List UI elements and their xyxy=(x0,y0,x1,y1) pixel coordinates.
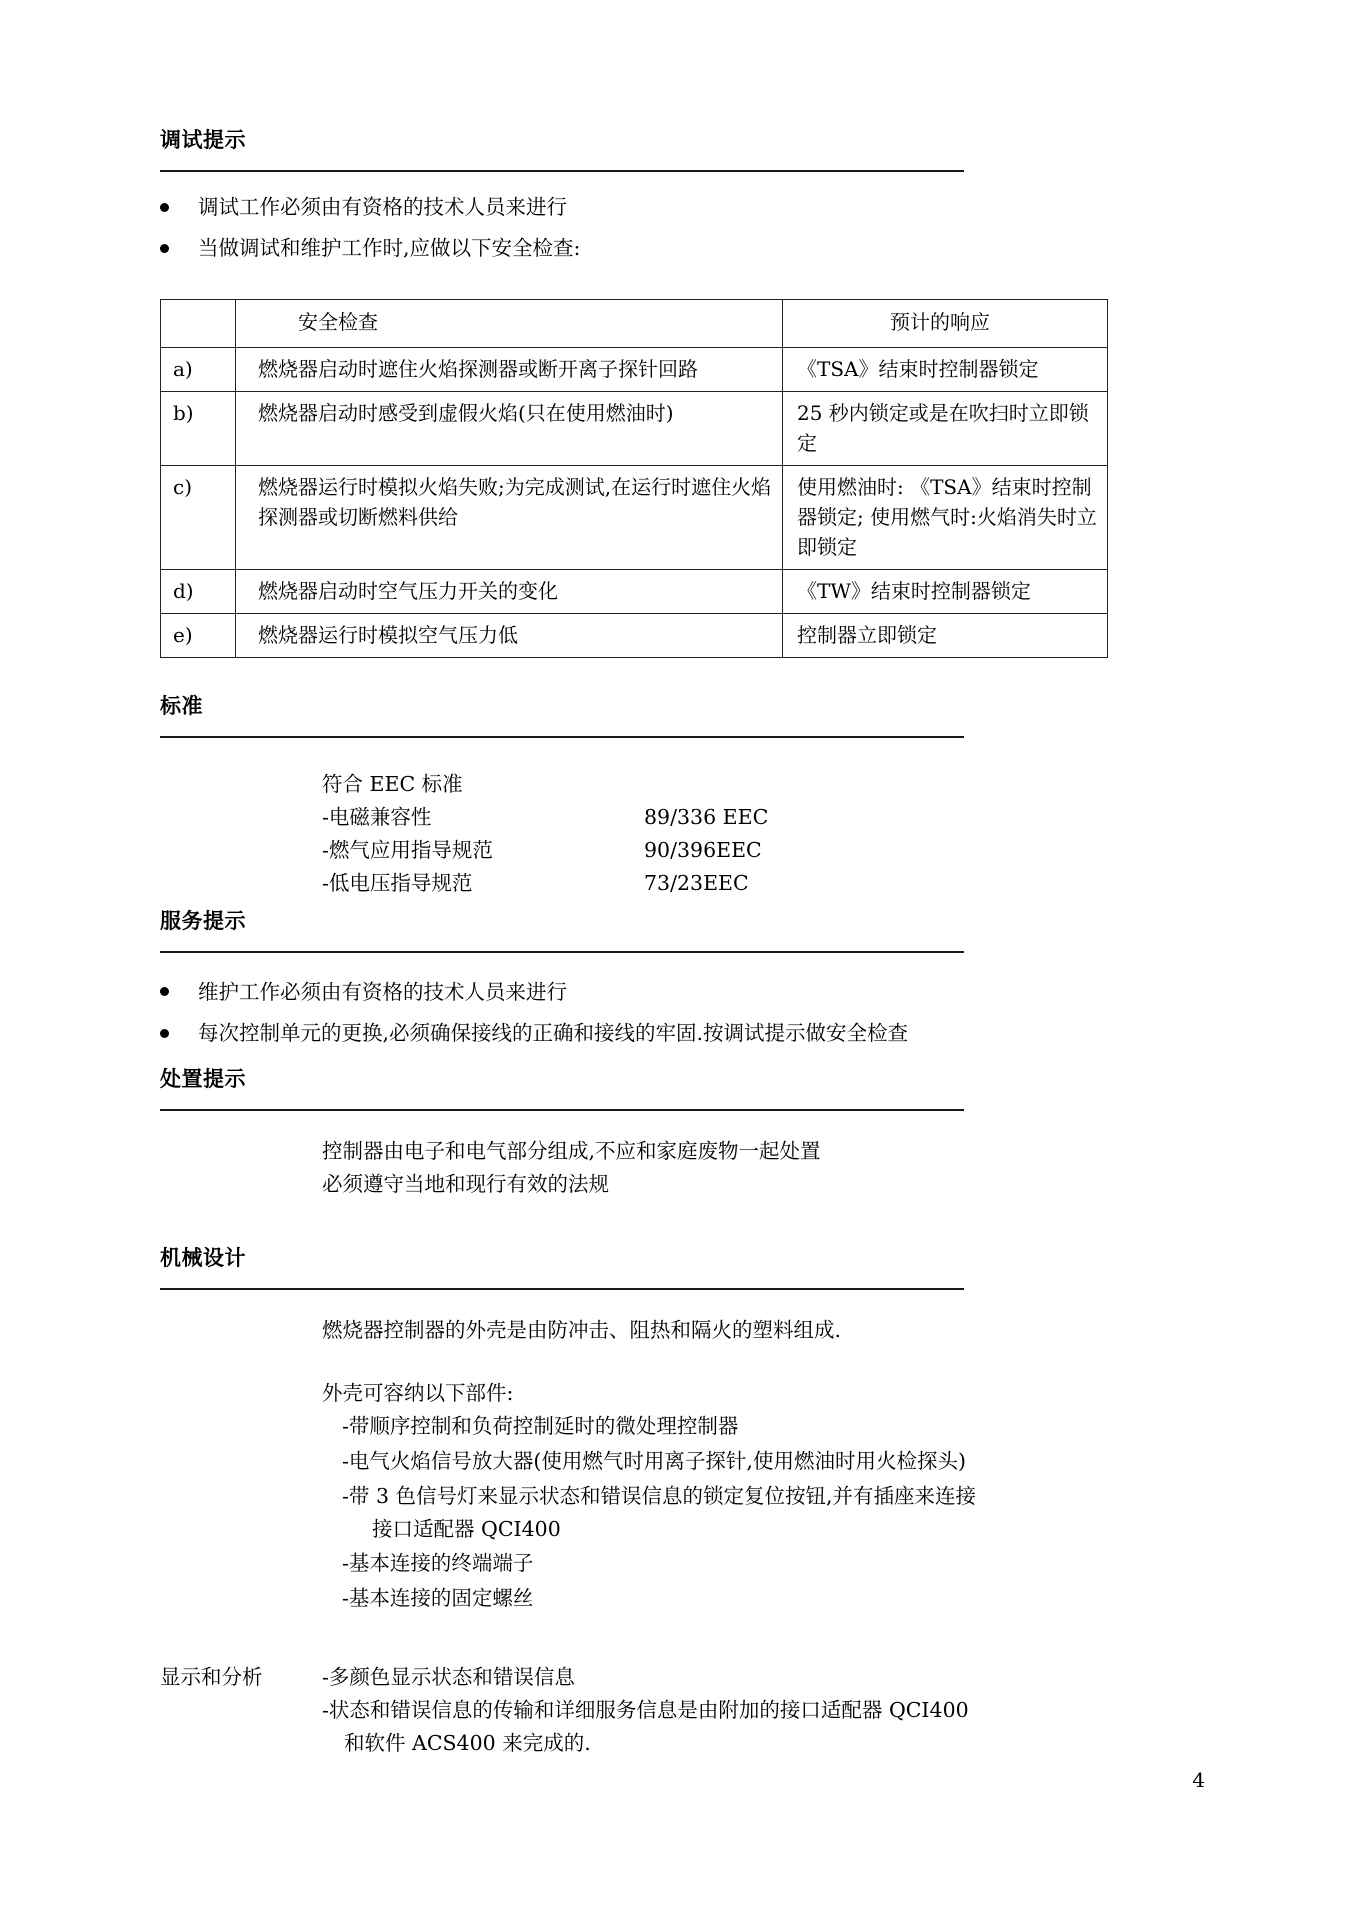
table-row xyxy=(161,347,1108,391)
row-check: 燃烧器运行时模拟火焰失败;为完成测试,在运行时遮住火焰探测器或切断燃料供给 xyxy=(236,465,783,569)
list-item-text: -带 3 色信号灯来显示状态和错误信息的锁定复位按钮,并有插座来连接 xyxy=(342,1483,977,1508)
list-item xyxy=(342,1480,1200,1546)
disposal-text xyxy=(322,1135,1200,1201)
list-item-continuation: 接口适配器 QCI400 xyxy=(372,1516,561,1541)
row-index: d) xyxy=(161,569,236,613)
safety-check-table xyxy=(160,299,1108,658)
table-row xyxy=(161,613,1108,657)
row-index: b) xyxy=(161,391,236,465)
standard-label: -低电压指导规范 xyxy=(322,871,473,896)
housing-parts-list xyxy=(342,1410,1200,1615)
heading-service: 服务提示 xyxy=(160,908,246,933)
display-analysis-body xyxy=(322,1661,1200,1761)
table-row xyxy=(161,569,1108,613)
header-index xyxy=(161,299,236,347)
disposal-line: 必须遵守当地和现行有效的法规 xyxy=(322,1172,609,1197)
standard-value: 90/396EEC xyxy=(644,838,762,863)
table-header-row xyxy=(161,299,1108,347)
list-item-text: 调试工作必须由有资格的技术人员来进行 xyxy=(198,195,567,220)
standard-label: -电磁兼容性 xyxy=(322,804,432,829)
bullet-dot-icon xyxy=(160,1029,169,1038)
row-response: 25 秒内锁定或是在吹扫时立即锁定 xyxy=(783,391,1108,465)
row-response: 使用燃油时: 《TSA》结束时控制器锁定; 使用燃气时:火焰消失时立即锁定 xyxy=(783,465,1108,569)
standard-item xyxy=(322,801,1200,834)
list-item-text: 每次控制单元的更换,必须确保接线的正确和接线的牢固.按调试提示做安全检查 xyxy=(198,1020,909,1045)
list-item xyxy=(342,1445,1200,1478)
bullet-dot-icon xyxy=(160,987,169,996)
row-response: 控制器立即锁定 xyxy=(783,613,1108,657)
list-item-text: -电气火焰信号放大器(使用燃气时用离子探针,使用燃油时用火检探头) xyxy=(342,1448,966,1473)
service-bullet-list xyxy=(160,977,1200,1049)
display-analysis-block xyxy=(160,1661,1200,1761)
display-line: 和软件 ACS400 来完成的. xyxy=(344,1731,591,1756)
row-response: 《TSA》结束时控制器锁定 xyxy=(783,347,1108,391)
standards-intro-row xyxy=(322,768,1200,801)
disposal-line: 控制器由电子和电气部分组成,不应和家庭废物一起处置 xyxy=(322,1139,821,1164)
commissioning-bullet-list xyxy=(160,192,1200,264)
page-content xyxy=(160,128,1200,1761)
row-check: 燃烧器启动时感受到虚假火焰(只在使用燃油时) xyxy=(236,391,783,465)
page-number: 4 xyxy=(1192,1768,1205,1792)
row-index: e) xyxy=(161,613,236,657)
list-item xyxy=(160,1018,1200,1049)
header-expected-response: 预计的响应 xyxy=(783,299,1108,347)
housing-lead: 外壳可容纳以下部件: xyxy=(322,1380,514,1405)
list-item xyxy=(342,1410,1200,1443)
row-index: a) xyxy=(161,347,236,391)
heading-mechanical: 机械设计 xyxy=(160,1245,246,1270)
standards-intro: 符合 EEC 标准 xyxy=(322,771,463,796)
row-check: 燃烧器运行时模拟空气压力低 xyxy=(236,613,783,657)
list-item xyxy=(342,1547,1200,1580)
heading-standards: 标准 xyxy=(160,693,203,718)
bullet-dot-icon xyxy=(160,203,169,212)
list-item xyxy=(342,1582,1200,1615)
heading-disposal: 处置提示 xyxy=(160,1067,246,1091)
standards-block xyxy=(322,768,1200,901)
list-item-text: 当做调试和维护工作时,应做以下安全检查: xyxy=(198,236,581,261)
standard-label: -燃气应用指导规范 xyxy=(322,838,493,863)
list-item xyxy=(160,233,1200,264)
list-item-text: 维护工作必须由有资格的技术人员来进行 xyxy=(198,979,567,1004)
row-check: 燃烧器启动时空气压力开关的变化 xyxy=(236,569,783,613)
list-item-text: -基本连接的终端端子 xyxy=(342,1551,534,1576)
table-body xyxy=(161,347,1108,657)
list-item xyxy=(160,192,1200,223)
display-line: -多颜色显示状态和错误信息 xyxy=(322,1664,575,1689)
standard-value: 73/23EEC xyxy=(644,871,749,896)
display-analysis-label: 显示和分析 xyxy=(160,1664,263,1689)
standard-item xyxy=(322,867,1200,900)
list-item-text: -带顺序控制和负荷控制延时的微处理控制器 xyxy=(342,1414,739,1439)
table-row xyxy=(161,391,1108,465)
display-line: -状态和错误信息的传输和详细服务信息是由附加的接口适配器 QCI400 xyxy=(322,1698,969,1723)
heading-commissioning: 调试提示 xyxy=(160,128,246,152)
row-index: c) xyxy=(161,465,236,569)
table-header xyxy=(161,299,1108,347)
list-item-text: -基本连接的固定螺丝 xyxy=(342,1586,534,1611)
mechanical-intro: 燃烧器控制器的外壳是由防冲击、阻热和隔火的塑料组成. xyxy=(322,1317,842,1342)
row-response: 《TW》结束时控制器锁定 xyxy=(783,569,1108,613)
row-check: 燃烧器启动时遮住火焰探测器或断开离子探针回路 xyxy=(236,347,783,391)
list-item xyxy=(160,977,1200,1008)
table-row xyxy=(161,465,1108,569)
standard-item xyxy=(322,834,1200,867)
standard-value: 89/336 EEC xyxy=(644,804,769,829)
bullet-dot-icon xyxy=(160,244,169,253)
header-safety-check: 安全检查 xyxy=(236,299,783,347)
